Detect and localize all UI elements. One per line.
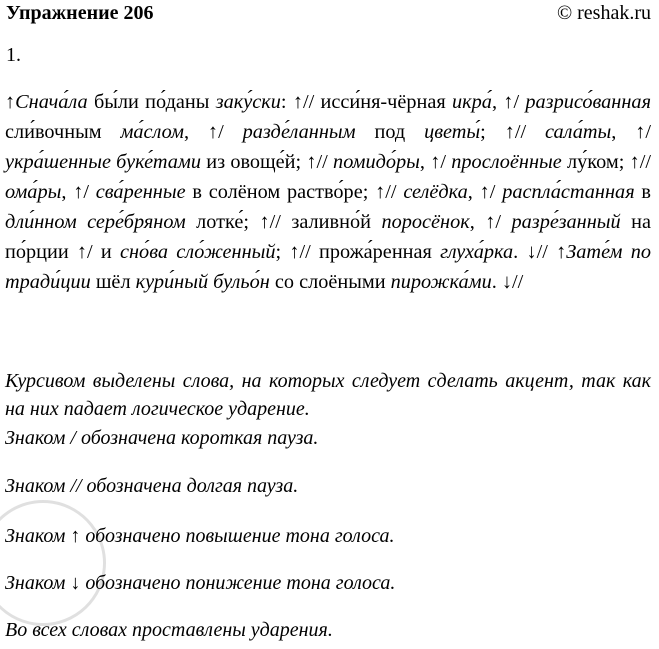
text-segment: ; ↑// — [480, 121, 546, 143]
header — [6, 2, 651, 25]
text-segment: , ↑/ — [611, 121, 651, 143]
text-segment: лу́ком; ↑// — [561, 151, 652, 173]
text-segment: ↑ — [5, 91, 16, 113]
text-segment: , ↑/ — [419, 151, 452, 173]
note-emphasis: Курсивом выделены слова, на которых следует сделать акцент, так как на них падает логическое ударение. — [5, 370, 651, 420]
emphasized-text: икра́ — [452, 91, 492, 113]
text-segment: лотке́; ↑// — [185, 211, 292, 233]
emphasized-text: распла́станная — [502, 181, 635, 203]
emphasized-text: прослоённые — [451, 151, 562, 173]
emphasized-text: Зате́м по тради́ции — [5, 241, 652, 293]
text-segment: в солёном раство́ре; ↑// — [185, 181, 404, 203]
emphasized-text: разрисо́ванная — [525, 91, 651, 113]
emphasized-text: ома́ры — [5, 181, 62, 203]
text-segment: , ↑/ — [469, 211, 512, 233]
note-short-pause: Знаком / обозначена короткая пауза. — [5, 427, 319, 449]
text-segment: . ↓// ↑ — [513, 241, 567, 263]
note-stress: Во всех словах проставлены ударения. — [5, 619, 333, 641]
text-segment: шёл — [90, 271, 136, 293]
emphasized-text: укра́шенные буке́тами — [5, 151, 201, 173]
emphasized-text: пирожка́ми — [390, 271, 492, 293]
text-segment: бы́ли по́даны — [87, 91, 216, 113]
text-segment: в — [634, 181, 651, 203]
emphasized-text: кури́ный бульо́н — [135, 271, 270, 293]
text-segment: , ↑/ — [491, 91, 526, 113]
note-rising-tone: Знаком ↑ обозначено повышение тона голоса. — [5, 525, 395, 547]
text-segment: . ↓// — [491, 271, 524, 293]
text-segment: , ↑/ — [467, 181, 503, 203]
emphasized-text: разде́ланным — [242, 121, 356, 143]
emphasized-text: Снача́ла — [15, 91, 88, 113]
emphasized-text: заку́ски — [215, 91, 281, 113]
note-long-pause: Знаком // обозначена долгая пауза. — [5, 475, 299, 497]
emphasized-text: поросёнок — [381, 211, 470, 233]
text-segment: из овоще́й; ↑// — [200, 151, 334, 173]
emphasized-text: глуха́рка — [440, 241, 514, 263]
note-falling-tone: Знаком ↓ обозначено понижение тона голоса. — [5, 572, 396, 594]
item-number: 1. — [6, 44, 21, 66]
emphasized-text: сно́ва сло́женный — [119, 241, 276, 263]
emphasized-text: дли́нном сере́бряном — [5, 211, 186, 233]
text-segment: сли́вочным — [5, 121, 121, 143]
exercise-text — [5, 87, 651, 297]
text-segment: со слоёными — [269, 271, 391, 293]
text-segment: заливно́й — [291, 211, 382, 233]
text-segment: на по́рции ↑/ и — [5, 211, 651, 263]
exercise-title: Упражнение 206 — [6, 2, 154, 24]
emphasized-text: разре́занный — [511, 211, 621, 233]
emphasized-text: сва́ренные — [95, 181, 186, 203]
text-segment: под — [355, 121, 425, 143]
text-segment: , ↑/ — [61, 181, 96, 203]
emphasized-text: помидо́ры — [333, 151, 420, 173]
emphasized-text: сала́ты — [545, 121, 612, 143]
emphasized-text: селёдка — [403, 181, 468, 203]
text-segment: : ↑// исси́ня-чёрная — [280, 91, 453, 113]
site-label: © reshak.ru — [556, 2, 651, 24]
emphasized-text: ма́слом — [120, 121, 184, 143]
emphasized-text: цветы́ — [424, 121, 481, 143]
text-segment: ; ↑// прожа́ренная — [275, 241, 441, 263]
text-segment: , ↑/ — [183, 121, 243, 143]
